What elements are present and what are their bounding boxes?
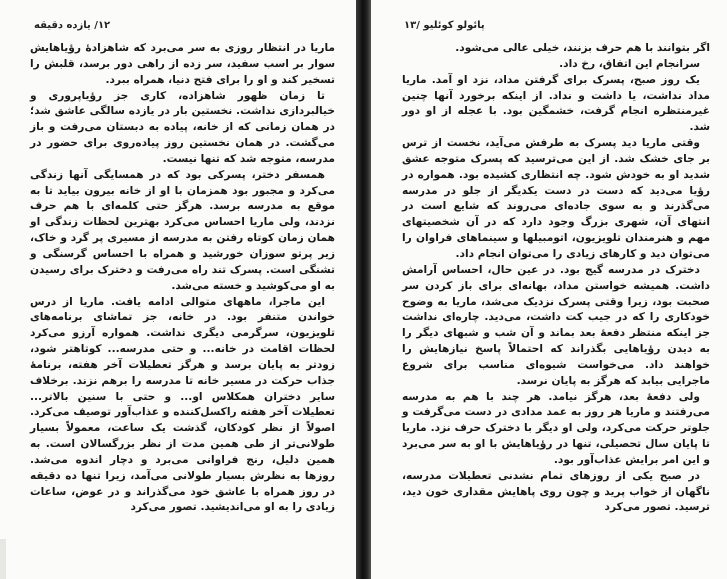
paragraph: ولی دفعهٔ بعد، هرگز نیامد. هر چند با هم به مدرسه می‌رفتند و ماریا هر روز به عمد مدادی در دست می‌گرفت و جلوتر حرکت می‌کرد، ولی او دیگر با دخترک حرف نزد. ماریا تا پایان سال تحصیلی، تنها در رؤیاهایش با او به سر می‌برد و این امر برایش عذاب‌آور بود. bbox=[402, 390, 710, 466]
paragraph: سرانجام این اتفاق، رخ داد. bbox=[559, 57, 700, 70]
paragraph: در صبح یکی از روزهای تمام نشدنی تعطیلات مدرسه، ناگهان از خواب پرید و چون روی پاهایش مقداری خون دید، ترسید. تصور می‌کرد bbox=[402, 469, 710, 514]
right-page-body bbox=[402, 41, 710, 516]
paragraph: یک روز صبح، پسرک برای گرفتن مداد، نزد او آمد. ماریا مداد نداشت، یا داشت و نداد. از اینکه برخورد آنها چنین غیرمنتظره انجام گرفت، خشمگین بود. با عجله از او دور شد. bbox=[402, 73, 710, 134]
paragraph: دخترک در مدرسه گیج بود. در عین حال، احساس آرامش داشت. همیشه خواستن مداد، بهانه‌ای برای باز کردن سر صحبت بود، زیرا وقتی پسرک نزدیک می‌شد، ماریا به وضوح خودکاری را که در جیب کت داشت، می‌دید. چاره‌ای نداشت جز اینکه منتظر دفعهٔ بعد بماند و آن شب و شبهای دیگر را به دیدن رؤیاهایی بگذراند که احتمالاً پاسخ نیازهایش را خواهند داد. می‌خواست شیوه‌ای مناسب برای شروع ماجرایی بیابد که هرگز به پایان نرسد. bbox=[402, 263, 710, 387]
paragraph: تا زمان ظهور شاهزاده، کاری جز رؤیاپروری و خیالبردازی نداشت. نخستین بار در یازده سالگی عاشق شد؛ در همان زمانی که از خانه، پیاده به دبستان می‌رفت و باز می‌گشت. در همان نخستین روز پیاده‌روی برای حضور در مدرسه، متوجه شد که تنها نیست. bbox=[30, 89, 335, 165]
left-page bbox=[0, 0, 356, 579]
paragraph: وقتی ماریا دید پسرک به طرفش می‌آید، نخست از ترس بر جای خشک شد. از این می‌ترسید که پسرک متوجه عشق شدید او به خودش شود. چه انتظاری کشیده بود. همواره در رؤیا می‌دید که دست در دست یکدیگر از جلو در مدرسه می‌گذرند و به سوی جاده‌ای می‌روند که شایع است در انتهای آن، شهری بزرگ وجود دارد که در آن شخصیتهای مهم و هنرمندان تلویزیون، اتومبیلها و سینماهای فراوان را می‌توان دید و کارهای زیادی را می‌توان انجام داد. bbox=[402, 137, 710, 260]
right-page-header: پائولو کوئلیو /۱۳ bbox=[404, 20, 485, 31]
left-page-body bbox=[30, 41, 335, 516]
paragraph: ماریا در انتظار روزی به سر می‌برد که شاهزادهٔ رؤیاهایش سوار بر اسب سفید، سر زده از راهی دور برسد، قلبش را تسخیر کند و او را برای فتح دنیا، همراه ببرد. bbox=[30, 42, 335, 86]
book-gutter bbox=[356, 0, 371, 579]
paragraph: همسفر دختر، پسرکی بود که در همسایگی آنها زندگی می‌کرد و مجبور بود همزمان با او از خانه بیرون بیاید تا به موقع به مدرسه برسد. هرگز حتی کلمه‌ای با هم حرف نزدند، ولی ماریا احساس می‌کرد بهترین لحظات زندگی او همان زمان کوتاه رفتن به مدرسه از مسیری پر گرد و خاک، زیر پرتو سوزان خورشید و همراه با احساس گرسنگی و تشنگی است. پسرک تند راه می‌رفت و دخترک برای رسیدن به او می‌کوشید و خسته می‌شد. bbox=[30, 168, 335, 292]
paragraph: این ماجرا، ماههای متوالی ادامه یافت. ماریا از درس خواندن متنفر بود. در خانه، جز تماشای برنامه‌های تلویزیون، سرگرمی دیگری نداشت. همواره آرزو می‌کرد لحظات اقامت در خانه... و حتی مدرسه... کوتاهتر شود، زودتر به پایان برسد و هرگز تعطیلات آخر هفته، برنامهٔ جذاب حرکت در مسیر خانه تا مدرسه را برهم نزند. برخلاف سایر دختران همکلاس او... و حتی با سنین بالاتر... تعطیلات آخر هفته راکسل‌کننده و عذاب‌آور توصیف می‌کرد. اصولاً از نظر کودکان، گذشت یک ساعت، معمولاً بسیار طولانی‌تر از طی همین مدت از نظر بزرگسالان است. به همین دلیل، رنج فراوانی می‌برد و دچار اندوه می‌شد. روزها به نظرش بسیار طولانی می‌آمد، زیرا تنها ده دقیقه در روز همراه با عاشق خود می‌گذراند و در عوض، ساعات زیادی را به او می‌اندیشید. تصور می‌کرد bbox=[30, 295, 335, 514]
right-page bbox=[371, 0, 727, 579]
page-edge-mark bbox=[0, 539, 6, 579]
left-page-header: ۱۲/ یازده دقیقه bbox=[34, 20, 111, 31]
paragraph: اگر بتوانند با هم حرف بزنند، خیلی عالی می‌شود. bbox=[455, 42, 710, 54]
